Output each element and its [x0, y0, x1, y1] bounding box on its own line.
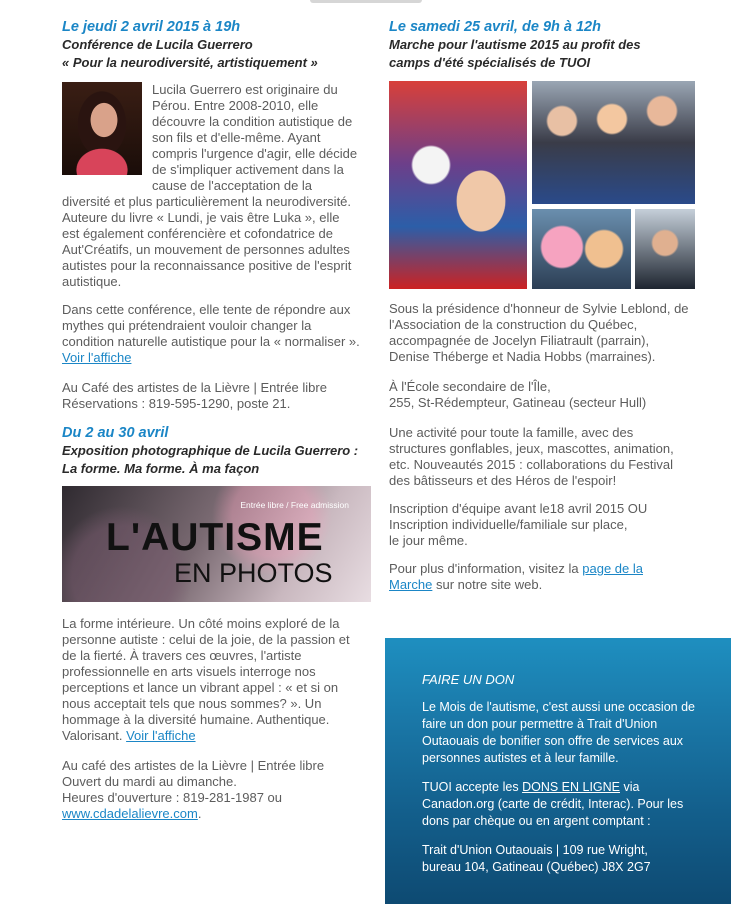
- march-presidency: Sous la présidence d'honneur de Sylvie Leblond, de l'Association de la construction du Québec, accompagnée de Jocelyn Filiatrault (parrain), Denise Théberge et Nadia Hobbs (marraines).: [389, 301, 689, 364]
- left-column: [62, 18, 360, 822]
- event1-venue: Au Café des artistes de la Lièvre | Entrée libre: [62, 380, 327, 395]
- website-period: .: [197, 806, 202, 821]
- event2-venue: Au café des artistes de la Lièvre | Entrée libre: [62, 758, 325, 773]
- event2-description-text: La forme intérieure. Un côté moins exploré de la personne autiste : celui de la joie, de la passion et de la fierté. À travers ces œuvres, l'artiste professionnelle en arts visuels interroge nos perceptions et lance un vibrant appel : « et si on nous acceptait tels que nous sommes? ». Un hommage à la diversité humaine. Authentique. Valorisant.: [62, 616, 350, 743]
- event2-title-line1: Exposition photographique de Lucila Guerrero :: [62, 443, 359, 458]
- march-inscription-day: le jour même.: [389, 533, 468, 548]
- event1-description: [62, 302, 360, 366]
- march-inscription-team: Inscription d'équipe avant le18 avril 2015 OU: [389, 501, 648, 516]
- march-location-address: 255, St-Rédempteur, Gatineau (secteur Hull): [389, 395, 647, 410]
- costume-kids-photo: [532, 209, 631, 289]
- event2-description: [62, 616, 360, 744]
- banner-title-line1: L'AUTISME: [106, 516, 324, 559]
- march-page-link[interactable]: page de la Marche: [389, 561, 643, 592]
- event2-website-line: [62, 806, 360, 822]
- banner-title-line2: EN PHOTOS: [174, 558, 333, 588]
- online-donation-link[interactable]: DONS EN LIGNE: [522, 780, 620, 794]
- event2-date: Du 2 au 30 avril: [62, 425, 169, 441]
- lucila-guerrero-portrait-image: [62, 82, 142, 175]
- march-location-school: À l'École secondaire de l'Île,: [389, 379, 551, 394]
- right-column: [389, 18, 689, 593]
- march-title-line2: camps d'été spécialisés de TUOI: [389, 55, 591, 70]
- donate-methods: [422, 779, 712, 830]
- event1-date: Le jeudi 2 avril 2015 à 19h: [62, 19, 241, 35]
- clown-and-child-photo: [389, 81, 527, 289]
- donate-methods-prefix: TUOI accepte les: [422, 780, 519, 794]
- march-activity: Une activité pour toute la famille, avec des structures gonflables, jeux, mascottes, animation, etc. Nouveautés 2015 : collaborations du Festival des bâtisseurs et des Héros de l'espoir!: [389, 425, 674, 488]
- donate-address-line1: Trait d'Union Outaouais | 109 rue Wright,: [422, 843, 648, 857]
- group-selfie-photo: [532, 81, 695, 204]
- donate-box: [385, 638, 731, 904]
- march-inscription-individual: Inscription individuelle/familiale sur place,: [389, 517, 628, 532]
- march-info-suffix: sur notre site web.: [435, 577, 543, 592]
- event2-opening-hours: Heures d'ouverture : 819-281-1987 ou: [62, 790, 283, 805]
- march-photo-collage: [389, 81, 695, 293]
- event1-poster-link[interactable]: Voir l'affiche: [62, 350, 132, 365]
- banner-admission-text: Entrée libre / Free admission: [240, 500, 349, 510]
- event1-reservations: Réservations : 819-595-1290, poste 21.: [62, 396, 291, 411]
- donate-title: FAIRE UN DON: [422, 672, 515, 687]
- event2-poster-link[interactable]: Voir l'affiche: [126, 728, 196, 743]
- donate-intro: Le Mois de l'autisme, c'est aussi une occasion de faire un don pour permettre à Trait d'Union Outaouais de bonifier son offre de services aux personnes autistes et à leur famille.: [422, 700, 695, 765]
- event1-title-line2: « Pour la neurodiversité, artistiquement »: [62, 55, 318, 70]
- top-scroll-indicator: [310, 0, 422, 3]
- volunteers-photo: [635, 209, 695, 289]
- donate-methods-suffix: via Canadon.org (carte de crédit, Interac). Pour les dons par chèque ou en argent comptant :: [422, 780, 684, 828]
- march-info: [389, 561, 689, 593]
- event2-title-line2: La forme. Ma forme. À ma façon: [62, 461, 260, 476]
- cda-website-link[interactable]: www.cdadelalievre.com: [62, 806, 198, 821]
- event1-description-text: Dans cette conférence, elle tente de répondre aux mythes qui prétendraient vouloir changer la condition naturelle autistique pour la « normaliser ».: [62, 302, 360, 349]
- event2-opening-days: Ouvert du mardi au dimanche.: [62, 774, 237, 789]
- donate-address-line2: bureau 104, Gatineau (Québec) J8X 2G7: [422, 860, 651, 874]
- march-title-line1: Marche pour l'autisme 2015 au profit des: [389, 37, 641, 52]
- event1-bio: Lucila Guerrero est originaire du Pérou. Entre 2008-2010, elle découvre la condition autistique de son fils et d'elle-même. Ayant compris l'urgence d'agir, elle décide de s'impliquer activement dans la cause de l'acceptation de la diversité et plus particulièrement la neurodiversité. Auteure du livre « Lundi, je vais être Luka », elle est également conférencière et cofondatrice de Aut'Créatifs, un mouvement de personnes adultes autistes pour la reconnaissance positive de l'esprit autistique.: [62, 82, 358, 289]
- march-info-prefix: Pour plus d'information, visitez la: [389, 561, 579, 576]
- donate-address: [422, 842, 712, 876]
- event1-title-line1: Conférence de Lucila Guerrero: [62, 37, 253, 52]
- autisme-en-photos-banner: [62, 486, 371, 602]
- march-date: Le samedi 25 avril, de 9h à 12h: [389, 19, 601, 35]
